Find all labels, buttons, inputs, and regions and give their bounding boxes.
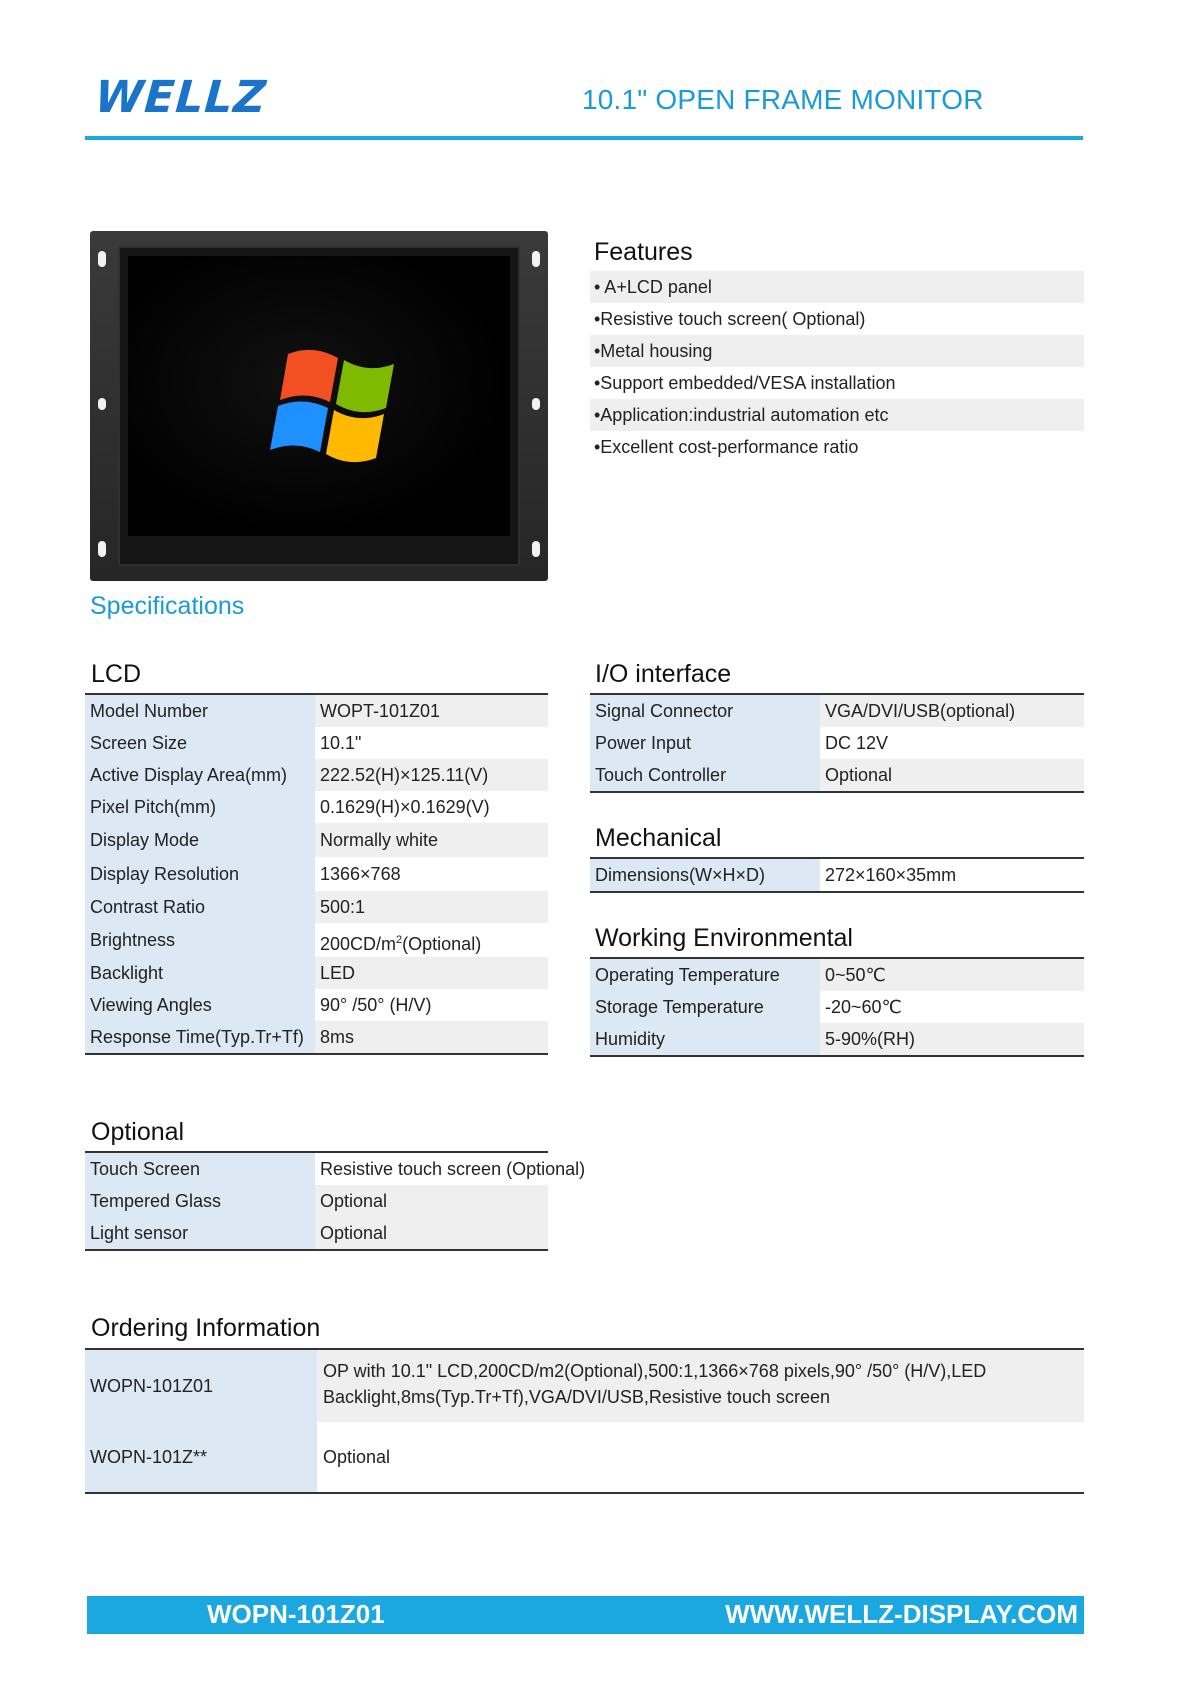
table-row (590, 991, 1084, 1023)
row-value: 5-90%(RH) (820, 1023, 1084, 1055)
row-value: -20~60℃ (825, 997, 902, 1017)
row-label: Operating Temperature (590, 959, 820, 991)
row-value: 0~50℃ (820, 959, 1084, 991)
feature-item: •Support embedded/VESA installation (594, 373, 896, 393)
mount-hole (532, 398, 540, 410)
table-row (85, 727, 548, 759)
table-row (590, 959, 1084, 991)
monitor-bezel (118, 246, 520, 566)
feature-item: •Resistive touch screen( Optional) (594, 309, 866, 329)
feature-item: •Application:industrial automation etc (590, 399, 1084, 431)
mount-hole (98, 398, 106, 410)
brightness-unit-exponent: 2 (396, 934, 403, 946)
row-value: WOPT-101Z01 (315, 695, 548, 727)
ordering-table (85, 1348, 1084, 1494)
feature-item: • A+LCD panel (590, 271, 1084, 303)
table-row (85, 791, 548, 823)
mount-hole (98, 251, 106, 267)
environment-section-title: Working Environmental (595, 924, 853, 952)
row-value: Optional (820, 759, 1084, 791)
row-value: DC 12V (825, 733, 889, 753)
lcd-spec-table (85, 693, 548, 1055)
row-value: LED (315, 957, 548, 989)
row-value: 90° /50° (H/V) (320, 995, 432, 1015)
optional-spec-table (85, 1151, 586, 1251)
table-row (85, 1185, 548, 1217)
row-label: Brightness (85, 923, 315, 957)
row-label: Viewing Angles (85, 989, 315, 1021)
row-label: Display Resolution (85, 857, 315, 891)
mount-hole (98, 541, 106, 557)
lcd-section-title: LCD (91, 660, 142, 688)
table-row (590, 727, 1084, 759)
product-image-monitor (90, 231, 548, 581)
table-row (590, 759, 1084, 791)
mount-hole (532, 251, 540, 267)
windows-logo-icon (268, 344, 398, 464)
table-row (590, 859, 1084, 891)
features-list (590, 271, 1084, 463)
table-row (85, 695, 548, 727)
order-description: OP with 10.1" LCD,200CD/m2(Optional),500:1,1366×768 pixels,90° /50° (H/V),LED Backlight,8ms(Typ.Tr+Tf),VGA/DVI/USB,Resistive touch screen (317, 1350, 1084, 1422)
ordering-section-title: Ordering Information (91, 1314, 321, 1342)
row-label: Response Time(Typ.Tr+Tf) (85, 1021, 315, 1053)
optional-section-title: Optional (91, 1118, 185, 1146)
row-label: Touch Controller (590, 759, 820, 791)
table-row (590, 1023, 1084, 1055)
table-row (85, 891, 548, 923)
brightness-value: 200CD/m (320, 934, 397, 954)
table-row (85, 957, 548, 989)
io-section-title: I/O interface (595, 660, 732, 688)
row-label: Signal Connector (590, 695, 820, 727)
row-value: Normally white (315, 823, 548, 857)
row-label: Display Mode (85, 823, 315, 857)
order-model: WOPN-101Z01 (85, 1350, 317, 1422)
row-label: Light sensor (85, 1217, 315, 1249)
row-value: 10.1" (320, 733, 362, 753)
table-row (85, 1021, 548, 1053)
brand-logo: WELLZ (93, 72, 269, 123)
footer-model: WOPN-101Z01 (207, 1599, 385, 1629)
header-divider (85, 136, 1083, 140)
row-label: Tempered Glass (85, 1185, 315, 1217)
table-row (85, 857, 548, 891)
document-title: 10.1" OPEN FRAME MONITOR (582, 84, 984, 115)
row-value: 0.1629(H)×0.1629(V) (320, 797, 490, 817)
row-value: 500:1 (315, 891, 548, 923)
row-value: 272×160×35mm (825, 865, 957, 885)
environment-spec-table (590, 957, 1084, 1057)
specifications-heading: Specifications (90, 592, 245, 620)
features-title: Features (594, 238, 693, 266)
table-row (85, 823, 548, 857)
row-label: Pixel Pitch(mm) (85, 791, 315, 823)
monitor-screen (128, 256, 510, 536)
row-value: 222.52(H)×125.11(V) (315, 759, 548, 791)
mount-hole (532, 541, 540, 557)
table-row (85, 1422, 1084, 1492)
table-row (85, 923, 548, 957)
table-row (85, 759, 548, 791)
feature-item: •Metal housing (590, 335, 1084, 367)
row-value: 1366×768 (320, 864, 401, 884)
table-row (85, 1217, 548, 1249)
brightness-note: (Optional) (402, 934, 482, 954)
row-label: Screen Size (85, 727, 315, 759)
mechanical-spec-table (590, 857, 1084, 893)
footer-website-link[interactable]: WWW.WELLZ-DISPLAY.COM (725, 1599, 1078, 1629)
row-value: 8ms (315, 1021, 548, 1053)
row-label: Power Input (590, 727, 820, 759)
row-value: Optional (315, 1185, 548, 1217)
row-label: Touch Screen (85, 1153, 315, 1185)
order-description: Optional (323, 1447, 391, 1467)
row-label: Active Display Area(mm) (85, 759, 315, 791)
mechanical-section-title: Mechanical (595, 824, 722, 852)
io-spec-table (590, 693, 1084, 793)
table-row (85, 1350, 1084, 1422)
table-row (85, 1153, 586, 1185)
row-label: Contrast Ratio (85, 891, 315, 923)
row-label: Humidity (590, 1023, 820, 1055)
footer-bar (87, 1596, 1084, 1634)
table-row (85, 989, 548, 1021)
row-label: Dimensions(W×H×D) (590, 859, 820, 891)
row-value: Resistive touch screen (Optional) (320, 1159, 586, 1179)
row-label: Model Number (85, 695, 315, 727)
feature-item: •Excellent cost-performance ratio (594, 437, 859, 457)
order-model: WOPN-101Z** (85, 1422, 317, 1492)
row-label: Storage Temperature (590, 991, 820, 1023)
table-row (590, 695, 1084, 727)
row-value (315, 923, 548, 957)
row-value: VGA/DVI/USB(optional) (820, 695, 1084, 727)
row-value: Optional (315, 1217, 548, 1249)
row-label: Backlight (85, 957, 315, 989)
